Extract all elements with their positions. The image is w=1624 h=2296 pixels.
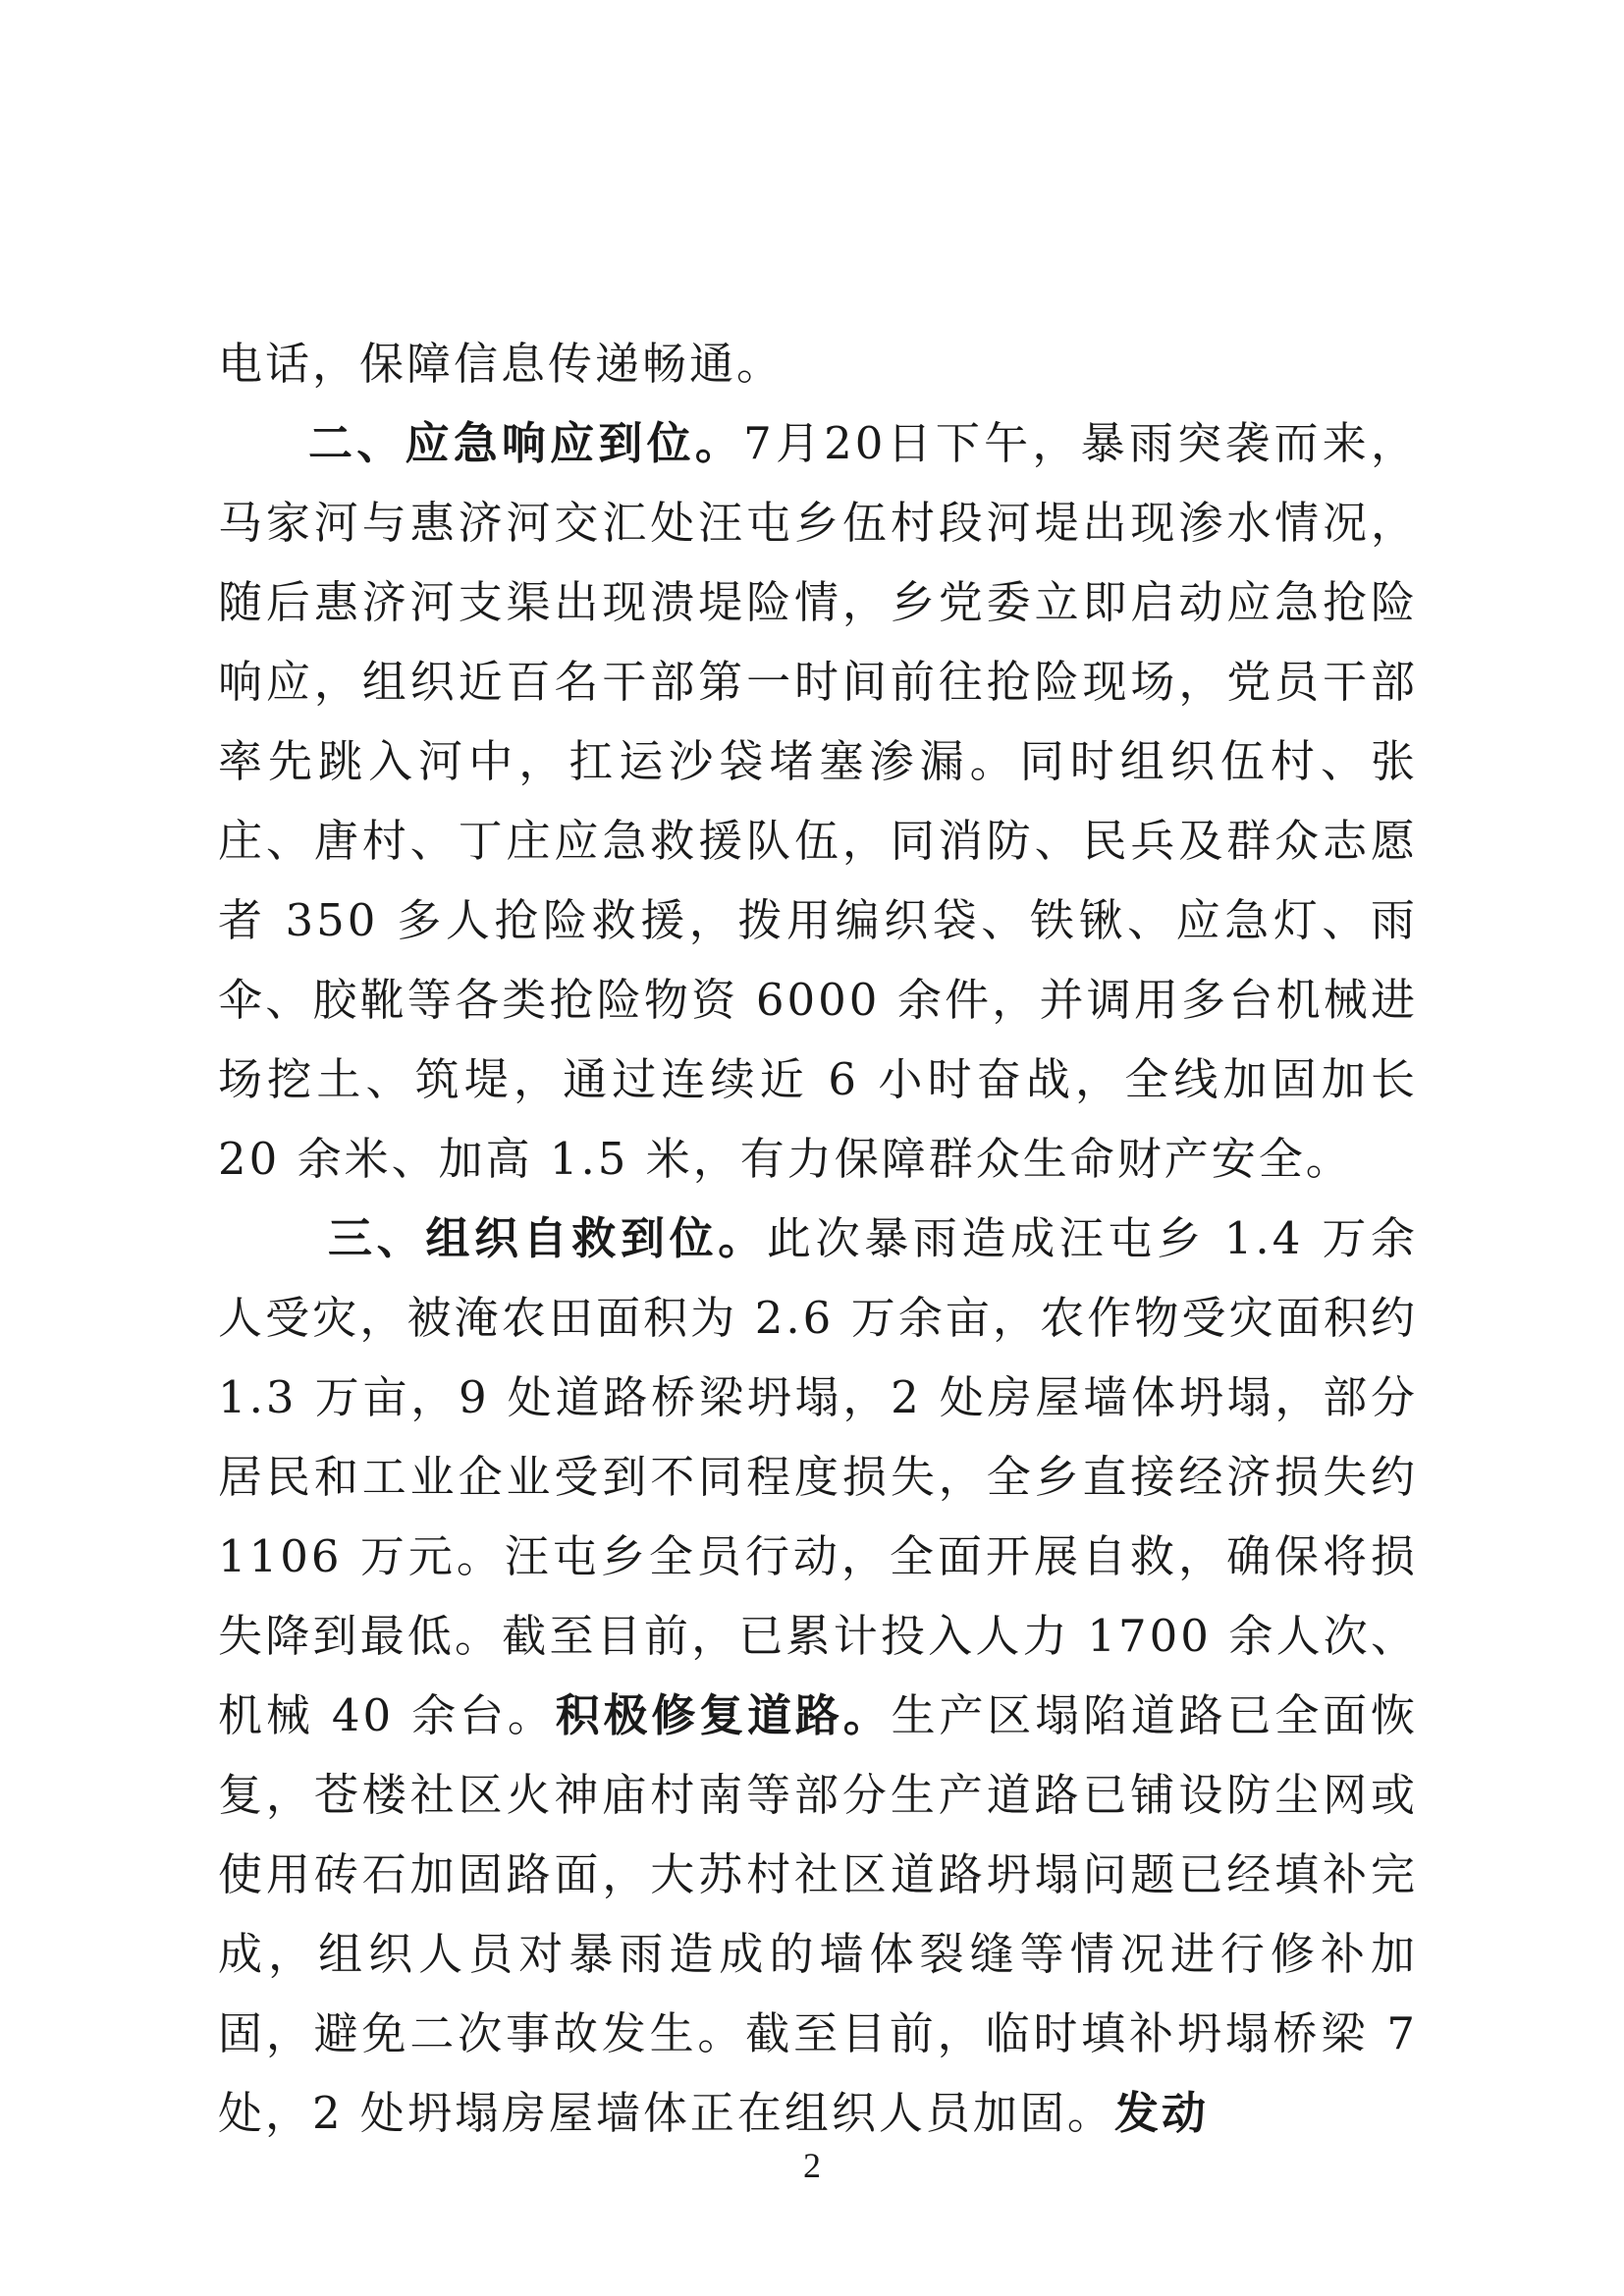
paragraph-continuation: [218, 324, 1418, 403]
paragraph-text: 电话，保障信息传递畅通。: [218, 338, 785, 390]
page-number: 2: [803, 2146, 821, 2185]
section-3-heading: 三、组织自救到位。: [328, 1212, 767, 1264]
section-3-text-continued: 生产区塌陷道路已全面恢复，苍楼社区火神庙村南等部分生产道路已铺设防尘网或使用砖石加固路面，大苏村社区道路坍塌问题已经填补完成，组织人员对暴雨造成的墙体裂缝等情况进行修补加固，避免二次事故发生。截至目前，临时填补坍塌桥梁 7 处，2 处坍塌房屋墙体正在组织人员加固。: [218, 1689, 1418, 2139]
section-2-heading: 二、应急响应到位。: [308, 417, 744, 469]
document-body: [218, 324, 1418, 2153]
subheading-repair-roads: 积极修复道路。: [555, 1689, 892, 1741]
paragraph-section-3: [218, 1199, 1418, 2153]
section-3-text: 此次暴雨造成汪屯乡 1.4 万余人受灾，被淹农田面积为 2.6 万余亩，农作物受灾面积约 1.3 万亩，9 处道路桥梁坍塌，2 处房屋墙体坍塌，部分居民和工业企业受到不同程度损失，全乡直接经济损失约 1106 万元。汪屯乡全员行动，全面开展自救，确保将损失降到最低。截至目前，已累计投入人力 1700 余人次、机械 40 余台。: [218, 1212, 1418, 1741]
paragraph-section-2: [218, 403, 1418, 1199]
section-2-text: 7月20日下午，暴雨突袭而来，马家河与惠济河交汇处汪屯乡伍村段河堤出现渗水情况，随后惠济河支渠出现溃堤险情，乡党委立即启动应急抢险响应，组织近百名干部第一时间前往抢险现场，党员干部率先跳入河中，扛运沙袋堵塞渗漏。同时组织伍村、张庄、唐村、丁庄应急救援队伍，同消防、民兵及群众志愿者 350 多人抢险救援，拨用编织袋、铁锹、应急灯、雨伞、胶靴等各类抢险物资 6000 余件，并调用多台机械进场挖土、筑堤，通过连续近 6 小时奋战，全线加固加长 20 余米、加高 1.5 米，有力保障群众生命财产安全。: [218, 417, 1418, 1185]
subheading-mobilize: 发动: [1113, 2087, 1209, 2139]
